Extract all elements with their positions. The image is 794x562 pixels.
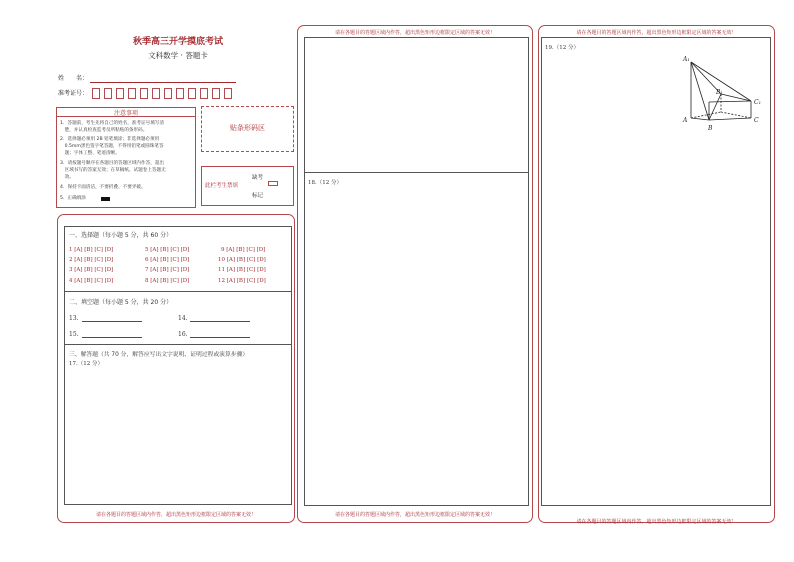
id-cell[interactable] xyxy=(176,88,184,99)
absence-label: 此栏考生禁填 xyxy=(205,183,239,189)
exam-subtitle: 文科数学 · 答题卡 xyxy=(148,51,208,60)
name-label: 姓 名： xyxy=(58,75,89,82)
choice-row[interactable]: 7 [A] [B] [C] [D] xyxy=(145,267,190,273)
q19-label: 19.（12 分） xyxy=(545,45,579,51)
choice-row[interactable]: 12 [A] [B] [C] [D] xyxy=(218,278,266,284)
prism-figure xyxy=(676,50,772,134)
note-line: 楚，并认真检查监考员所粘贴的条形码。 xyxy=(60,128,148,133)
choice-row[interactable]: 2 [A] [B] [C] [D] xyxy=(69,257,114,263)
q14-answer-line[interactable] xyxy=(190,321,250,322)
choice-row[interactable]: 6 [A] [B] [C] [D] xyxy=(145,257,190,263)
absence-checkbox[interactable] xyxy=(268,181,278,186)
choice-row[interactable]: 3 [A] [B] [C] [D] xyxy=(69,267,114,273)
vertex-label-b: B xyxy=(708,125,713,132)
filled-bubble-sample xyxy=(101,197,110,201)
vertex-label-c1: C₁ xyxy=(754,99,761,106)
id-cell[interactable] xyxy=(116,88,124,99)
name-field[interactable] xyxy=(90,82,236,83)
q16-label: 16. xyxy=(178,331,188,338)
id-cell[interactable] xyxy=(140,88,148,99)
choice-row[interactable]: 9 [A] [B] [C] [D] xyxy=(221,247,266,253)
id-cell[interactable] xyxy=(92,88,100,99)
vertex-label-a1: A₁ xyxy=(683,56,690,63)
absence-mark-text: 缺考 xyxy=(252,175,264,181)
note-line: 2．选择题必须用 2B 铅笔填涂；非选择题必须用 xyxy=(60,137,160,142)
note-line: 4．保持卡面清洁，不要折叠、不要弄破。 xyxy=(60,185,146,190)
warning-text: 请在各题目的答题区域内作答，超出黑色矩形边框限定区域的答案无效！ xyxy=(576,30,737,36)
id-cell[interactable] xyxy=(200,88,208,99)
warning-text: 请在各题目的答题区域内作答，超出黑色矩形边框限定区域的答案无效！ xyxy=(334,30,495,36)
choice-row[interactable]: 10 [A] [B] [C] [D] xyxy=(218,257,266,263)
q14-label: 14. xyxy=(178,315,188,322)
vertex-label-b1: B₁ xyxy=(716,89,723,96)
q17-label: 17.（12 分） xyxy=(69,361,103,367)
note-line: 效。 xyxy=(60,175,74,180)
choice-row[interactable]: 5 [A] [B] [C] [D] xyxy=(145,247,190,253)
notes-title: 注意事项 xyxy=(113,110,138,117)
choice-row[interactable]: 1 [A] [B] [C] [D] xyxy=(69,247,114,253)
choice-row[interactable]: 4 [A] [B] [C] [D] xyxy=(69,278,114,284)
exam-title: 秋季高三开学摸底考试 xyxy=(132,37,223,47)
note-line: 0.5mm黑色签字笔答题，不得用铅笔或圆珠笔答 xyxy=(60,144,164,149)
id-cell[interactable] xyxy=(212,88,220,99)
q18-box[interactable] xyxy=(304,173,529,506)
warning-text: 请在各题目的答题区域内作答，超出黑色矩形边框限定区域的答案无效！ xyxy=(576,519,737,525)
section3-title: 三、解答题（共 70 分，解答应写出文字说明、证明过程或演算步骤） xyxy=(69,352,249,358)
note-line: 题；字体工整、笔迹清晰。 xyxy=(60,151,120,156)
warning-text: 请在各题目的答题区域内作答，超出黑色矩形边框限定区域的答案无效！ xyxy=(95,512,256,518)
id-cell[interactable] xyxy=(152,88,160,99)
id-cell[interactable] xyxy=(164,88,172,99)
q13-answer-line[interactable] xyxy=(82,321,142,322)
q15-label: 15. xyxy=(69,331,79,338)
id-cell[interactable] xyxy=(188,88,196,99)
note-line: 3．请按题号顺序在各题目的答题区域内作答，超出 xyxy=(60,161,164,166)
q13-label: 13. xyxy=(69,315,79,322)
vertex-label-a: A xyxy=(683,117,688,124)
id-label: 准考证号： xyxy=(58,90,89,97)
q18-box-top[interactable] xyxy=(304,37,529,173)
q15-answer-line[interactable] xyxy=(82,337,142,338)
section1-title: 一、选择题（每小题 5 分，共 60 分） xyxy=(69,232,173,239)
choice-row[interactable]: 8 [A] [B] [C] [D] xyxy=(145,278,190,284)
barcode-label: 贴条形码区 xyxy=(230,124,265,132)
vertex-label-c: C xyxy=(754,117,759,124)
q16-answer-line[interactable] xyxy=(190,337,250,338)
choice-row[interactable]: 11 [A] [B] [C] [D] xyxy=(218,267,266,273)
section3-box[interactable] xyxy=(64,345,292,505)
id-cell[interactable] xyxy=(104,88,112,99)
id-cell[interactable] xyxy=(128,88,136,99)
note-line: 区域书写的答案无效；在草稿纸、试题卷上答题无 xyxy=(60,168,166,173)
note-line: 1．答题前，考生先将自己的姓名，准考证号填写清 xyxy=(60,121,164,126)
note-line: 5．正确填涂 xyxy=(60,196,86,201)
section2-title: 二、填空题（每小题 5 分，共 20 分） xyxy=(69,299,173,306)
warning-text: 请在各题目的答题区域内作答，超出黑色矩形边框限定区域的答案无效！ xyxy=(334,512,495,518)
id-cell[interactable] xyxy=(224,88,232,99)
q18-label: 18.（12 分） xyxy=(308,180,342,186)
absence-mark-text: 标记 xyxy=(252,193,264,199)
